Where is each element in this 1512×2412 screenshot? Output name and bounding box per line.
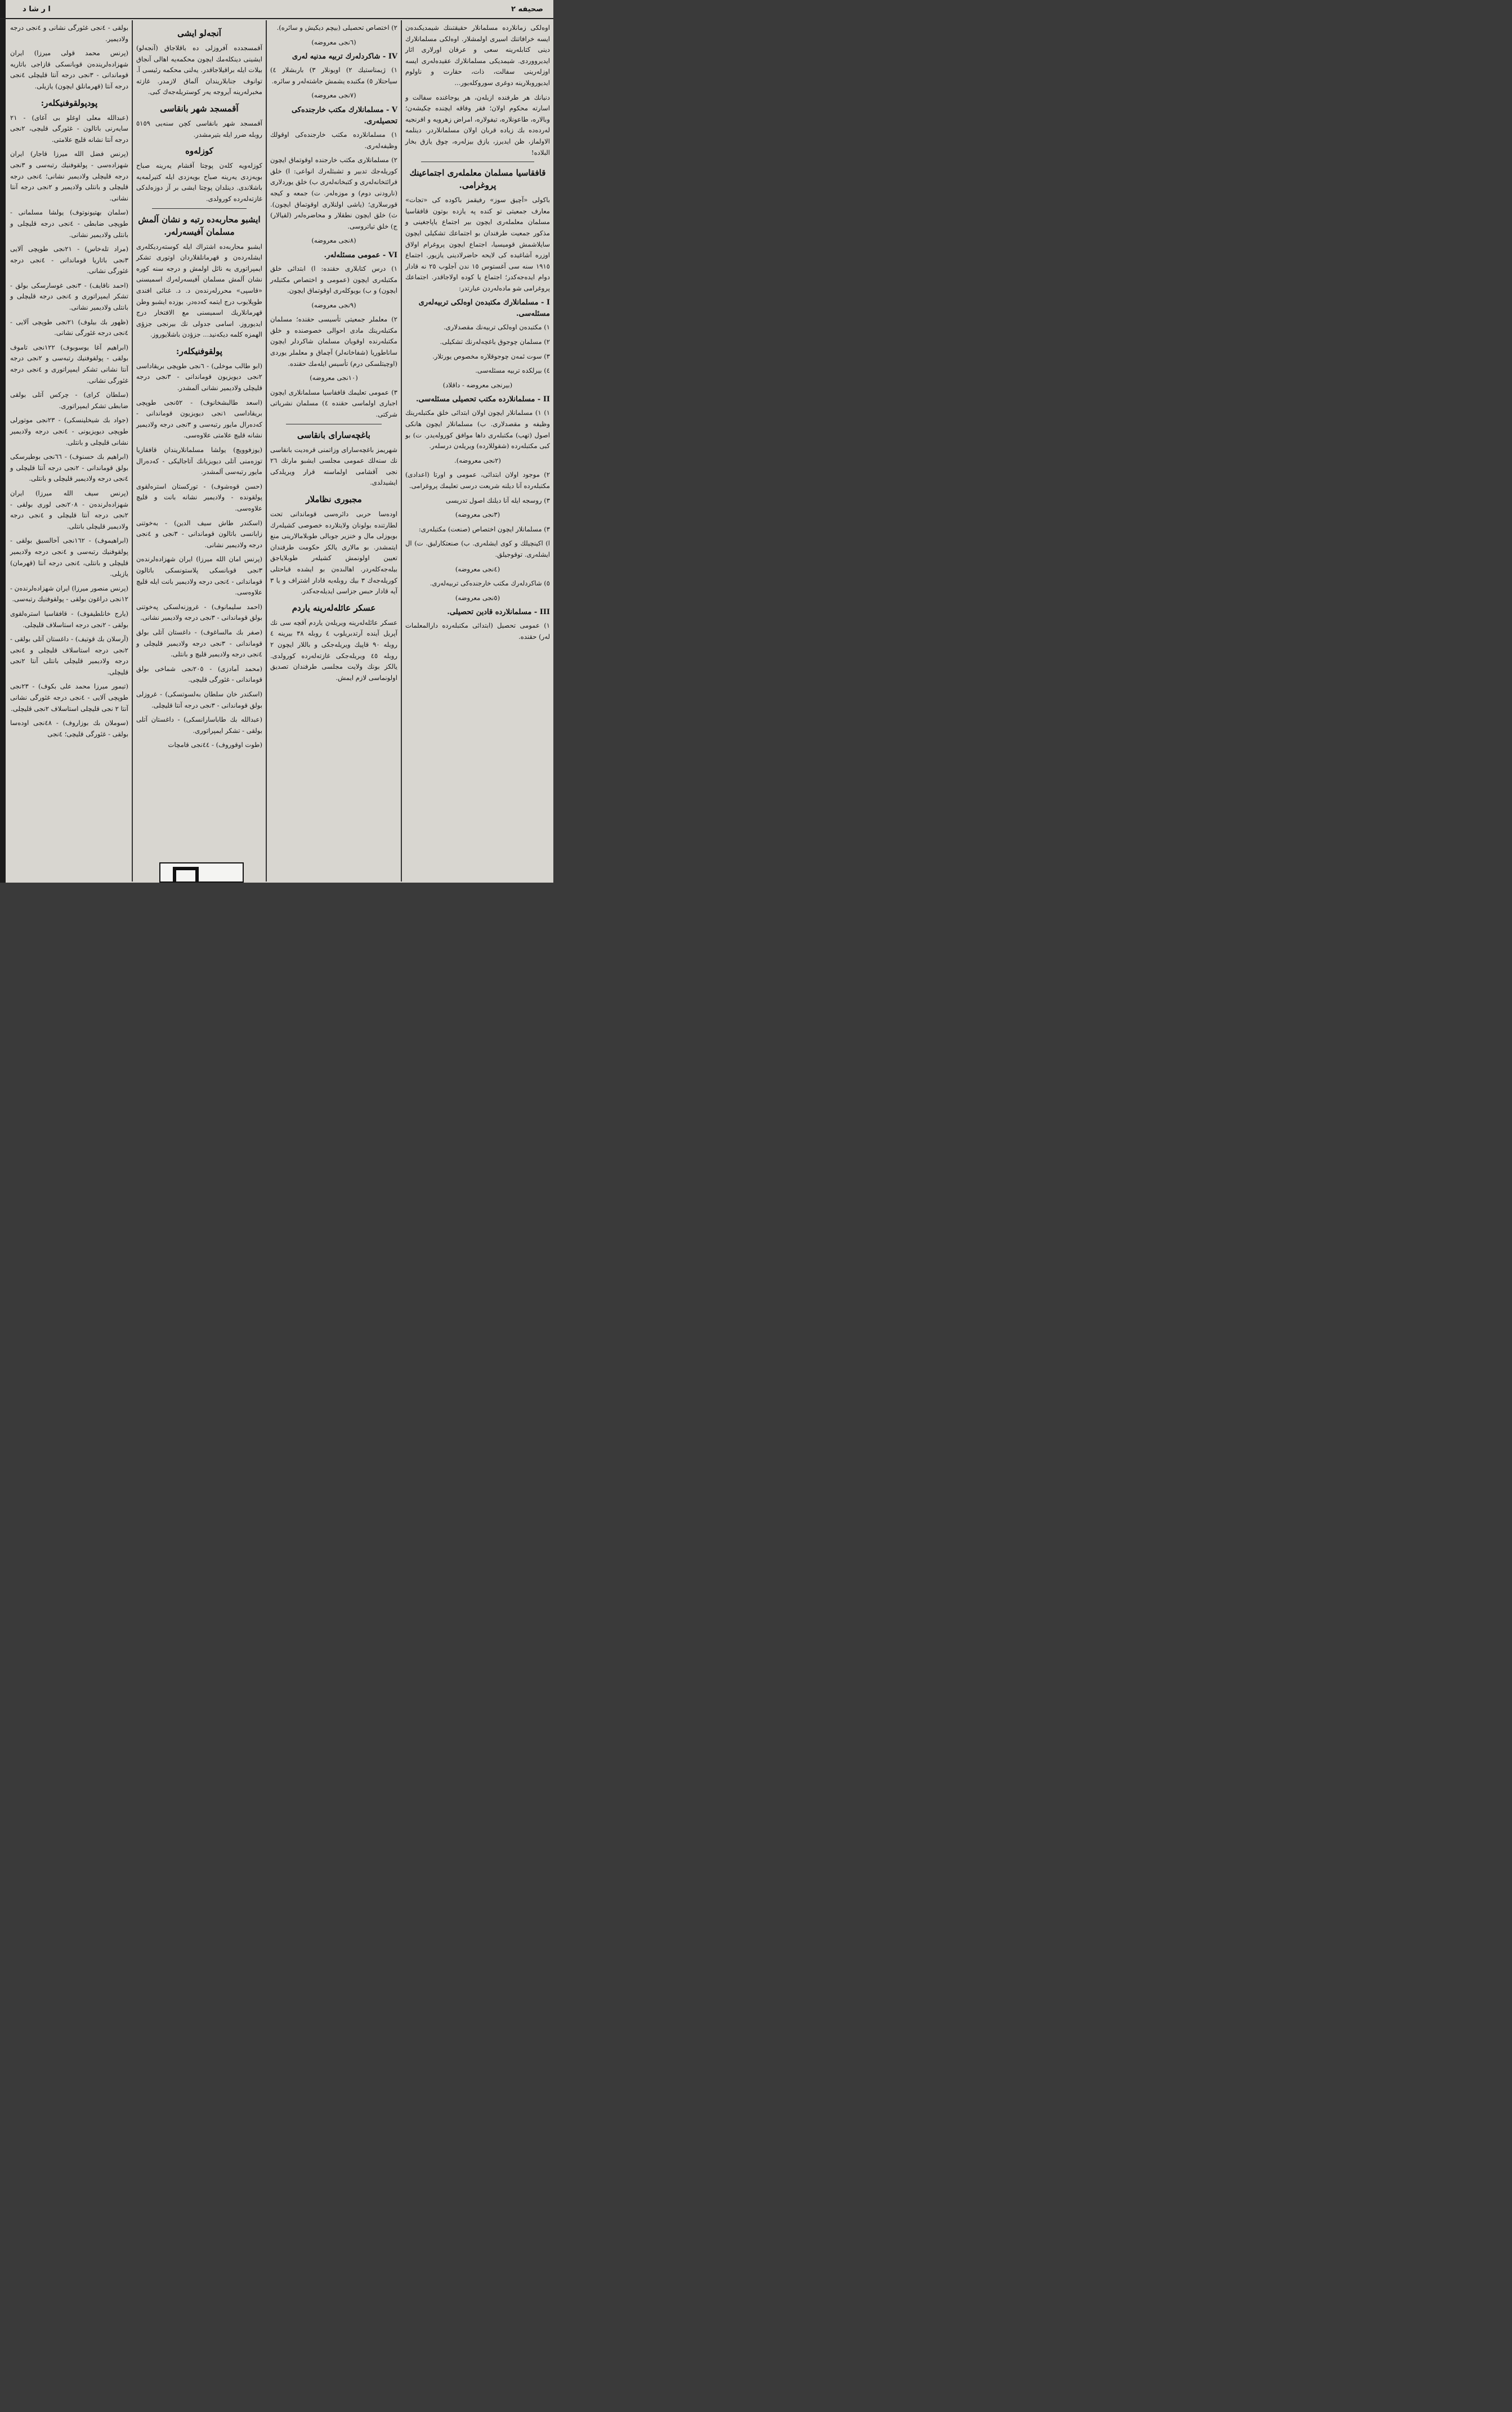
list-item: (طوت اوقوروف) - ٤٤نجى قامچات bbox=[168, 741, 262, 749]
list-item: (يوزفوويچ) يولشا مسلمانلاريندان قافقازيا توزەمنى آتلى ديويزيانك آتاجاليكى - كەدەرال مايور رتبەسى آلمشدر. bbox=[136, 446, 262, 476]
list-item: (صفر بك مالساغوف) - داغستان آتلى بولق قوماندانى - ٣نجى درجه ولاديمير قليچلى و ٤نجى درجه ولاديمير قليچ و بانتلى. bbox=[136, 628, 262, 659]
paragraph: اودەسا حربى دائرەسى قوماندانى تحت لطارتندە بولونان ولايتلاردە خصوصى كشيلەرك بويوزلى مال و خنزير جوبالى طوبلامالارينى منع ايتمشدر. بو مالارى يالكز حكومت طرفندان تعيين اولونمش كشيلەر طوبلاياجق بيلەجەكلەردر. اهالىدەن بو ايشده قباحتلى كوريلەجەك ٣ بيك روبلەيه قادار اشتراف و يا ٣ آيه قادار حبس جزاسى ايديلەجەكدر. bbox=[270, 510, 398, 596]
list-item: (محمد آمادزى) - ٢٠٥نجى شماخى بولق قوماندانى - غئورگى قليچى. bbox=[136, 664, 262, 684]
paragraph: دنيانك هر طرفندە ازيلەن، هر يوجاغندە سفالت و اسارته محكوم اولان؛ فقر وفاقه ايچندە چكيشەن؛ وبالاره، طاعونلاره، تيفولاره، امراض زهرويه و افرنجيه لەردەدە بك زيادە قربان اولان مسلمانلاردر. دينلمه الاولماز، ظن ايديرز، يازق بيزلەره، چوق يازق بخار البلادە! bbox=[405, 93, 550, 156]
list-item: (پرنس سيف الله ميرزا) ايران شهزادەلرندەن - ٢٠٨نجى لورى بولقى - ٢نجى درجه آنتا قليچلى و ٤نجى درجه ولاديمير قليچلى بانتلى. bbox=[10, 489, 128, 530]
article-heading: باغچەسارای بانقاسى bbox=[297, 429, 370, 440]
list-item: (پرنس محمد قولى ميرزا) ايران شهزادەلريندەن قوبانسكى قازاجى باتاريه قوماندانى - ٣نجى درجه آنتا قليچلى ٤نجى درجه آنتا (قهرمانلق ايچون) يازيلى. bbox=[10, 49, 128, 90]
divider bbox=[152, 208, 247, 209]
list-item: ١) ١) مسلمانلار ايچون اولان ابتدائى خلق مكتبلەرينك وظيفه و مقصدلارى. ب) مسلمانلار ايچون هانكى اصول (تهب) مكتبلەرى داها موافق كورولەيدر. ت) بو كبى مكتبلەردە (شقوللاردە) ويريلەن درسلەر. bbox=[405, 409, 550, 450]
list-item: (سلمان بهتيونوتوف) يولشا مسلمانى - طوپچى ضابطى - ٤نجى درجه قليچلى و بانتلى ولاديمير نشانى. bbox=[10, 208, 128, 239]
list-item: (اسكندر خان سلطان بەلسوتسكى) - غروزلى بولق قوماندانى - ٣نجى درجه آنتا قليچلى. bbox=[136, 690, 262, 709]
list-item: (پرنس فضل الله ميرزا قاجار) ايران شهزادەسى - پولقوفنيك رتبەسى و ٣نجى درجه قليچلى ولاديمير نشانى؛ ٤نجى درجه قليچلى و بانتلى ولاديمير و ٢نجى درجه آنتا نشانى. bbox=[10, 150, 128, 202]
list-item: (عبدالله معلى اوغلو بى آغاى) - ٢١ سايەرنى باتالون - غئورگى قليچى، ٢نجى درجه آنتا نشانه قليچ علامتى. bbox=[10, 113, 128, 144]
list-item: (ابراهيموف) - ١٦٢نجى آخالسيق بولقى - پولقوفنيك رتبەسى و ٤نجى درجه ولاديمير قليچلى و بانتلى، ٤نجى درجه آنتا (قهرمان) يازيلى. bbox=[10, 536, 128, 578]
article-heading: كوزلەوە bbox=[185, 146, 213, 156]
list-item: (جواد بك شيخلينسكى) - ٢٣نجى موتورلى طوپچى ديويزيونى - ٤نجى درجه ولاديمير نشانى قليچلى و بانتلى. bbox=[10, 416, 128, 446]
list-item: (آرسلان بك قوتيف) - داغستان آتلى بولقى - ٢نجى درجه استاسلاف قليچلى و ٤نجى درجه ولاديمير قليچلى بانتلى آنتا ٢نجى قليچلى. bbox=[10, 635, 128, 676]
list-item: ١) مكتبدەن اوەلكى تربيەنك مقصدلارى. bbox=[443, 323, 550, 332]
list-item: (ظهور بك بيلوف) ٢١نجى طوپچى آلايى - ٤نجى درجه غئورگى نشانى. bbox=[10, 317, 128, 337]
report-note: (١٠نجى معروضه) bbox=[310, 374, 358, 382]
column-1 bbox=[402, 20, 553, 881]
list-item: ٢) موجود اولان ابتدائى، عمومى و اورتا (اعدادى) مكتبلەردە آنا ديلنه شريعت درسى تعليمك پروغرامى. bbox=[405, 471, 550, 490]
section-heading: II - مسلمانلاردە مكتب تحصيلى مسئلەسى. bbox=[416, 395, 550, 404]
column-4 bbox=[7, 20, 132, 881]
report-note: (٦نجى معروضه) bbox=[311, 38, 356, 46]
columns bbox=[0, 20, 553, 883]
paragraph: كوزلەويە كلەن پوچتا آقشام يەرينه صباح بويەزدى يەرينه صباح بويەزدى ايله كتيرلمەيه باشلاندى. دينلدان پوچتا ايشى بر آز دوزەلدكى غازتەلەردە كورولدى. bbox=[136, 162, 262, 203]
report-note: (٤نجى معروضه) bbox=[455, 565, 500, 573]
report-note: (٣نجى معروضه) bbox=[455, 511, 500, 519]
list-item: ٣) روسجه ايله آنا ديلنك اصول تدريسى bbox=[445, 496, 550, 504]
list-item: (پرنس امان الله ميرزا) ايران شهزادەلرندەن ٣نجى قوبانسكى پلاستونسكى باتالون قوماندانى - ٤نجى درجه ولاديمير بانت ايله قليچ علاوەسى. bbox=[136, 555, 262, 597]
report-note: (٥نجى معروضه) bbox=[455, 593, 500, 602]
list-item: (مراد تلەخاس) - ٢١نجى طوپچى آلايى ٣نجى باتاريا قوماندانى - ٤نجى درجه غئورگى نشانى. bbox=[10, 245, 128, 275]
list-item: (احمد ناقايف) - ٣نجى غوسارسكى بولق - تشكر ايمپراتورى و ٤نجى درجه قليچلى و بانتلى ولاديمير نشانى. bbox=[10, 281, 128, 312]
list-item: ١) عمومى تحصيل (ابتدائى مكتبلەردە دارالمعلمات لەر) حقندە. bbox=[405, 621, 550, 641]
paragraph: ايشبو محاربەدە اشتراك ايله كوستەرديكلەرى ايشلەردەن و قهرمانلقلاردان اوتوری تشكر ايمپراتورى يە نائل اولمش و درجه سنه كوره نشان آلمش مسلمان آفيسەرلەرك اسميسنى «قاسپى» محررلەرندەن د. د. غنائى افندى طوپلايوب درج ايتمه كەدەدر. بوزدە ايشبو وطن قهرمانلاريك اسميسنى مع الافتخار درج ايديوروز. اسامى جدولى نك بيرنجى جزؤى الهمزە كلمه ديكەنيد... جزؤدن باشلايوروز. bbox=[136, 242, 262, 339]
list-item: ١) مسلمانلاردە مكتب خارجندەكى اوقولك وظيفەلەرى. bbox=[270, 130, 397, 150]
list-item: (سوملان بك بوزاروف) - ٤٨نجى اودەسا بولقى - غئورگى قليچى؛ ٤نجى bbox=[10, 719, 128, 738]
section-heading: VI - عمومى مسئلەلەر. bbox=[324, 250, 397, 259]
paragraph: باكولى «آچيق سوز» رفيقمز باكوده كى «تجات» معارف جمعيتى تو كنده په يازده بوتون قافقاسيا مسلمان معلملەرى ايچون بير اجتماع ياپاجغينى و مذكور جمعيت طرفندان بو اجتماعك تشكيلى ايچون سايلاشمش قوميسيا، اجتماع ايچون پروغرام اولاق اوزره آشاغيدە كى لايحه حاضرلادينى يازيور. اجتماع ١٩١٥ سنه سى آغستوس ١٥ ندن آجلوب ٢٥ نه قادار دوام ايدەجەكدر؛ اجتماع يا كوده اولاجاقدر. اجتماعك پروغرامى شو مادەلەردن عبارتدر: bbox=[405, 196, 550, 292]
list-item: (پرنس منصور ميرزا) ايران شهزادەلرندەن - ١٢نجى دراغون بولقى - پولقوفنيك رتبەسى. bbox=[10, 584, 128, 603]
section-heading: V - مسلمانلارك مكتب خارجندەكى تحصيلەرى. bbox=[291, 105, 397, 126]
report-note: (٩نجى معروضه) bbox=[311, 301, 356, 309]
archive-stamp bbox=[159, 862, 244, 883]
paragraph: عسكر عائلەلەرينه ويريلەن ياردم آقچه سى نك آپريل آيندە آرتدبريلوب ٤ روبله ٣٨ بيرينه ٤ روبله ٩٠ قاپيك ويريلەجكى و باللار ايچون ٢ روبله ٤٥ ويريلەجكى غازتەلەردە كورولدى. يالكز بونك ولايت مجلسى طرفندان تصديق اولونماسى لازم ايمش. bbox=[270, 618, 397, 682]
paragraph: شهريمز باغچەسارای وزاتمنى قرەديت بانقاسى نك سنەلك عمومى مجلسى ايشبو مارتك ٢٦ نجى آقشامى اولماسنه قرار ويريلدكى ايشيدلدى. bbox=[270, 445, 397, 487]
section-heading: I - مسلمانلارك مكتبدەن اوەلكى تربيەلەرى مسئلەسى. bbox=[418, 298, 550, 319]
article-heading: قافقاسيا مسلمان معلملەرى اجتماعينك پروغرامى. bbox=[409, 168, 546, 191]
list-item: ١) درس كتابلارى حقنده: ا) ابتدائى خلق مكتبلەرى ايچون (عمومى و اختصاص مكتبلەر ايچون) و ب) بويوكلەرى اوقوتماق ايچون. bbox=[270, 264, 397, 295]
paragraph: آقمسجددە آفروزلى دە باقلاجاق (آنجەلو) ايشينى دينكلەمك ايچون محكمەيه اهالى آنجاق بيلات ايله براقيلاجاقدر. يەلنى محكمه رئيسى آ. توانوف جنابلاريندان آلماق لازمدر. غازته مخبرلەرينه آيروجه يەر كوستريلەجەك كبى. bbox=[136, 44, 262, 96]
report-note: (بيرنجى معروضه - داقلاد) bbox=[442, 381, 513, 389]
list-item: (ابراهيم بك حسنوف) - ٦٦نجى بوطيرسكى بولق قوماندانى - ٢نجى درجه آنتا قليچلى و ٤نجى درجه ولاديمير قليچلى و بانتلى. bbox=[10, 453, 129, 483]
section-heading: III - مسلمانلاردە قادين تحصيلى. bbox=[447, 608, 550, 617]
list-item: بولقى - ٤نجى غئورگى نشانى و ٤نجى درجه ولاديمير. bbox=[10, 24, 128, 43]
list-item: ا) اكينچيلك و كوى ايشلەرى. ب) صنعتكارليق. ت) ال ايشلەرى. توقوجيلق. bbox=[405, 539, 550, 558]
section-heading: IV - شاكردلەرك تربيه مدنيه لەرى bbox=[292, 52, 397, 61]
paragraph: اوەلكى زمانلاردە مسلمانلار حقيقتىنك شيمديكىدەن ايسه خرافاتنك اسيرى اولمشلار. اوەلكى مسلمانلارك دينى كتابلەرينه سعى و عرفان اورلارى اثار ايديرووردى. شيمديكى مسلمانلارك عقيدەلەرى ايسه اوزلەرينى سفالت، ذات، حقارت و ناولوم ايديوروبلارينه دوغرى سوروكلەيور... bbox=[405, 24, 550, 87]
list-item: ١) ژيمناستيك ٢) اويونلار ٣) باربشلار ٤) سياحتلار ٥) مكتبدە يشمش جاشتەلەر و سائرە. bbox=[270, 66, 397, 85]
report-note: (٢نجى معروضه). bbox=[454, 456, 501, 464]
list-item: (احمد سليمانوف) - غروزنەلسكى پەخوتنى بولق قوماندانى - ٣نجى درجه ولاديمير نشانى. bbox=[136, 602, 262, 622]
list-item: (حسن قوەشوف) - توركستان استرەلقوى پولقوندە - ولاديمير نشانه بانت و قليچ علاوەسى. bbox=[136, 482, 262, 512]
newspaper-page bbox=[0, 0, 553, 883]
list-item: ٣) سوت ئمەن چوجوقلاره مخصوص يورتلار. bbox=[432, 352, 550, 360]
article-heading: عسكر عائلەلەرينه ياردم bbox=[292, 602, 376, 613]
list-item: ٢) مسلمانلارى مكتب خارجندە اوقوتماق ايچون كوريلەجك تدبير و تشبثلەرك انواعى: ا) خلق قرائتخانەلەرى و كتبخانەلەرى ب) خلق يوردلارى (نارودنى دوم) و موزەلەر. ت) جمعه و كيجه قورسلارى؛ (ياشى اولنلارى اوقوتماق ايچون). ث) خلق ايچون نطقلار و محاضرەلەر (لقيالار) ج) خلق تياتروسى. bbox=[270, 156, 397, 230]
section-heading: پودپولقوفنيكلەر: bbox=[41, 97, 98, 108]
page-number: صحيفه ٢ bbox=[511, 5, 543, 14]
paragraph: آقمسجد شهر بانقاسى كچن سنەيى ٥١٥٩ روبله ضرر ايله بتيرمشدر. bbox=[136, 119, 262, 138]
list-item: (ابراهيم آغا يوسوبوف) ١٢٢نجى تاموف بولقى - پولقوفنيك رتبەسى و ٢نجى درجه آنتا نشانى تشكر ايمپراتورى و ٤نجى درجه غئورگى نشانى. bbox=[10, 343, 129, 384]
section-heading: پولقوفنيكلەر: bbox=[176, 346, 223, 356]
list-item: (اسعد طالبشخانوف) - ٥٢نجى طوپچى بريقاداسى ١نجى ديويزيون قوماندانى - كەدەرال مايور رتبەسى و ٣نجى درجه ولاديمير نشانه قليچ علامتى علاوەسى. bbox=[136, 398, 262, 440]
list-item: ٢) اختصاص تحصيلى (بيچم ديكيش و سائرە). bbox=[276, 24, 397, 32]
list-item: ٣) عمومى تعليمك قافقاسيا مسلمانلارى ايچون اجبارى اولماسى حقنده ٤) مسلمان نشرياتى شركتى. bbox=[270, 388, 397, 419]
stamp-mark-icon bbox=[173, 867, 199, 883]
report-note: (٨نجى معروضه) bbox=[311, 236, 356, 245]
list-item: (ابو طالب موخلى) - ٦نجى طوپچى بريقاداسى ٢نجى ديويزيون قوماندانى - ٣نجى درجه قليچلى ولاديمير نشانى آلمشدر. bbox=[136, 361, 262, 392]
list-item: ٥) شاكردلەرك مكتب خارجندەكى تربيەلەرى. bbox=[430, 579, 550, 588]
list-item: (عبدالله بك طاباسارانسكى) - داغستان آتلى بولقى - تشكر ايمپراتورى. bbox=[136, 715, 262, 735]
column-2 bbox=[267, 20, 401, 881]
list-item: (اسكندر طاش سيف الدين) - بەخوتنى زابانسى باتالون قوماندانى - ٣نجى و ٤نجى درجه ولاديمير نشانى. bbox=[136, 518, 262, 549]
article-heading: آنجەلو ايشى bbox=[177, 28, 221, 38]
list-item: ٣) مسلمانلار ايچون اختصاص (صنعت) مكتبلەرى: bbox=[418, 525, 550, 533]
report-note: (٧نجى معروضه) bbox=[311, 91, 356, 100]
list-item: (يارج خانلطيفوف) - قافقاسيا استرەلقوى بولقى - ٢نجى درجه استاسلاف قليچلى. bbox=[10, 609, 128, 629]
list-item: (سلطان كراى) - چركس آتلى بولقى ضابطى تشكر ايمپراتورى. bbox=[10, 391, 128, 410]
article-heading: مجبورى نظاملار bbox=[306, 494, 362, 504]
list-item: ٢) مسلمان چوجوق باغچەلەرنك تشكيلى. bbox=[440, 338, 550, 346]
newspaper-title: ا ر ﺷﺎ د bbox=[23, 5, 51, 14]
article-heading: ايشبو محاربەدە رتبه و نشان آلمش مسلمان آفيسەرلەر. bbox=[138, 214, 261, 237]
list-item: (تيمور ميرزا محمد على بكوف) - ٢٣نجى طوپچى آلايى - ٤نجى درجه غئورگى نشانى آنتا ٢ نجى قليچلى استاسلاف ٢نجى قليچلى. bbox=[10, 682, 128, 713]
list-item: ٢) معلملر جمعيتى تأسيسى حقنده؛ مسلمان مكتبلەرينك مادى احوالى خصوصنده و خلق مكتبلەرندە اوقويان مسلمان شاكردلر ايچون ساناطوريا (شفاخانەلر) آچماق و معلملر يوردى (اوچيتلسكى درم) تأسيس ايلەمك حقنده. bbox=[270, 315, 397, 368]
page-header bbox=[0, 0, 553, 19]
column-3 bbox=[133, 20, 266, 881]
article-heading: آقمسجد شهر بانقاسى bbox=[160, 103, 239, 114]
list-item: ٤) بيرلكدە تربيه مسئلەسى. bbox=[475, 366, 550, 375]
